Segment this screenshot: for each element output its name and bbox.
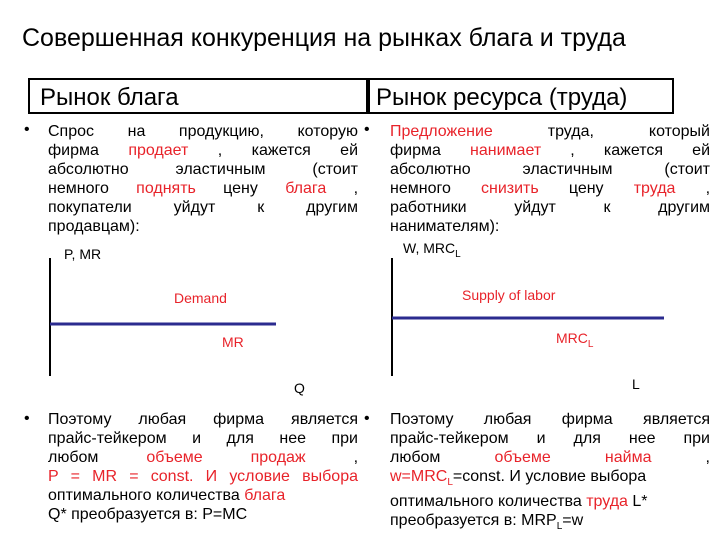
header-goods-market bbox=[28, 78, 368, 114]
text-span: Поэтому любая фирма является bbox=[390, 411, 710, 428]
left-demand-label: Demand bbox=[174, 290, 227, 306]
text-span: преобразуется в: MRP bbox=[390, 512, 557, 530]
text-span: покупатели уйдут к другим bbox=[48, 199, 358, 216]
text-span: L* bbox=[627, 493, 648, 511]
text-span: Q* преобразуется в: P=MC bbox=[48, 506, 248, 523]
text-span: , кажется ей bbox=[188, 142, 359, 159]
text-span-highlight: снизить bbox=[480, 180, 539, 197]
text-span: , кажется ей bbox=[541, 142, 711, 159]
text-span: продавцам): bbox=[48, 218, 140, 235]
text-span-sub: L bbox=[447, 477, 453, 489]
text-line bbox=[390, 179, 710, 198]
bullet-left-top: • bbox=[24, 121, 30, 138]
labor-market-graph bbox=[380, 258, 680, 378]
text-span: , bbox=[651, 449, 710, 466]
text-span: нанимателям): bbox=[390, 218, 500, 235]
text-span: немного bbox=[390, 180, 481, 197]
text-line bbox=[48, 486, 358, 505]
text-line bbox=[390, 467, 710, 492]
right-x-axis-label: L bbox=[632, 376, 640, 392]
left-x-axis-label: Q bbox=[294, 380, 305, 396]
text-line bbox=[390, 448, 710, 467]
text-span: абсолютно эластичным (стоит bbox=[48, 161, 358, 178]
text-span-highlight: Предложение bbox=[390, 123, 493, 140]
right-bottom-paragraph bbox=[390, 410, 710, 536]
text-span: Спрос на продукцию, которую bbox=[48, 123, 358, 140]
text-line bbox=[48, 217, 358, 236]
text-span-highlight: объеме найма bbox=[494, 449, 652, 466]
text-span: фирма bbox=[390, 142, 471, 159]
bullet-right-bottom: • bbox=[364, 410, 370, 427]
bullet-right-top: • bbox=[364, 121, 370, 138]
left-mr-label: MR bbox=[222, 334, 244, 350]
text-line bbox=[390, 198, 710, 217]
text-span: фирма bbox=[48, 142, 129, 159]
right-y-axis-label-text: W, MRC bbox=[403, 240, 456, 256]
text-line bbox=[48, 160, 358, 179]
text-span-highlight: труда bbox=[586, 493, 628, 511]
text-span: , bbox=[675, 180, 711, 197]
header-labor-market bbox=[368, 78, 674, 114]
right-mrc-label-sub: L bbox=[587, 338, 594, 350]
left-top-paragraph bbox=[48, 122, 358, 236]
text-line bbox=[48, 467, 358, 486]
text-span: прайс-тейкером и для нее при bbox=[48, 430, 358, 447]
text-span-highlight: поднять bbox=[136, 180, 196, 197]
text-line bbox=[48, 429, 358, 448]
text-span-sub: L bbox=[556, 521, 563, 533]
text-span-highlight: P = MR = const. И условие выбора bbox=[48, 468, 358, 485]
text-span: цену bbox=[195, 180, 286, 197]
text-span-highlight: блага bbox=[285, 180, 327, 197]
text-span-highlight: труда bbox=[633, 180, 676, 197]
text-span: любом bbox=[48, 449, 147, 466]
right-y-axis-label-sub: L bbox=[455, 248, 461, 260]
text-span: =const. И условие выбора bbox=[452, 468, 647, 485]
text-span: Поэтому любая фирма является bbox=[48, 411, 358, 428]
text-line bbox=[48, 141, 358, 160]
text-span-highlight: w=MRC bbox=[390, 468, 448, 485]
text-span: труда, который bbox=[492, 123, 710, 140]
right-mrc-label-text: MRC bbox=[556, 330, 588, 346]
text-line bbox=[390, 217, 710, 236]
right-mrc-label bbox=[556, 330, 593, 350]
text-line bbox=[390, 429, 710, 448]
right-top-paragraph bbox=[390, 122, 710, 236]
text-line bbox=[48, 198, 358, 217]
text-span-highlight: продает bbox=[128, 142, 189, 159]
page-title: Совершенная конкуренция на рынках блага и труда bbox=[22, 24, 626, 52]
text-span: , bbox=[305, 449, 359, 466]
text-span-highlight: блага bbox=[244, 487, 286, 504]
text-line bbox=[390, 492, 710, 511]
text-span: =w bbox=[562, 512, 584, 530]
text-span: , bbox=[326, 180, 359, 197]
goods-market-graph bbox=[40, 258, 290, 378]
bullet-left-bottom: • bbox=[24, 410, 30, 427]
text-span: прайс-тейкером и для нее при bbox=[390, 430, 710, 447]
text-line bbox=[48, 448, 358, 467]
right-supply-label: Supply of labor bbox=[462, 287, 556, 303]
left-y-axis-label: P, MR bbox=[64, 246, 102, 262]
text-span: любом bbox=[390, 449, 495, 466]
text-span: оптимального количества bbox=[48, 487, 245, 504]
text-span: абсолютно эластичным (стоит bbox=[390, 161, 710, 178]
text-line bbox=[390, 122, 710, 141]
right-y-axis-label bbox=[403, 240, 461, 260]
left-bottom-paragraph bbox=[48, 410, 358, 524]
text-span-highlight: нанимает bbox=[470, 142, 542, 159]
header-labor-market-label: Рынок ресурса (труда) bbox=[376, 84, 628, 111]
text-line bbox=[48, 505, 358, 524]
text-span: оптимального количества bbox=[390, 493, 587, 511]
text-line bbox=[390, 511, 710, 536]
text-span: цену bbox=[538, 180, 634, 197]
text-span-highlight: объеме продаж bbox=[146, 449, 306, 466]
text-line bbox=[390, 410, 710, 429]
text-line bbox=[390, 141, 710, 160]
text-span: немного bbox=[48, 180, 137, 197]
header-goods-market-label: Рынок блага bbox=[40, 84, 179, 111]
text-span: работники уйдут к другим bbox=[390, 199, 710, 216]
text-line bbox=[48, 122, 358, 141]
text-line bbox=[48, 179, 358, 198]
text-line bbox=[48, 410, 358, 429]
text-line bbox=[390, 160, 710, 179]
